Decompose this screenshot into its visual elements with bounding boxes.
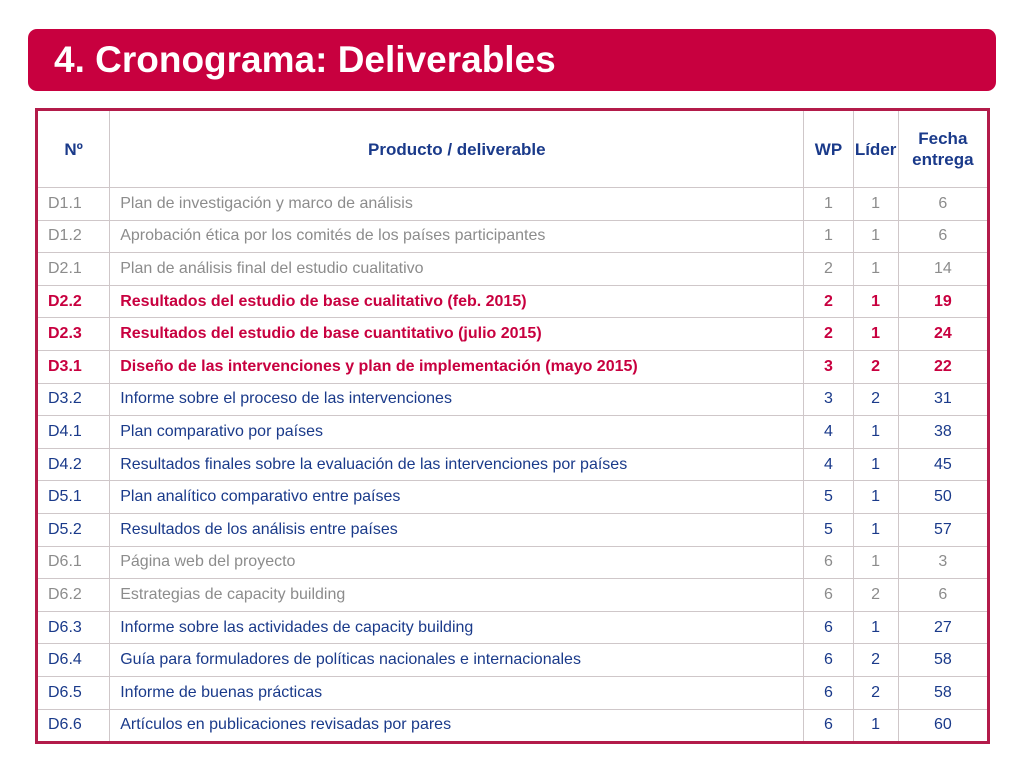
table-row (37, 253, 989, 286)
cell-product: Informe de buenas prácticas (110, 676, 804, 709)
cell-wp: 3 (804, 383, 853, 416)
table-row (37, 188, 989, 221)
table-row (37, 448, 989, 481)
cell-date: 38 (898, 416, 988, 449)
cell-wp: 6 (804, 709, 853, 743)
cell-product: Diseño de las intervenciones y plan de implementación (mayo 2015) (110, 350, 804, 383)
deliverables-table (35, 108, 990, 744)
table-row (37, 383, 989, 416)
cell-date: 60 (898, 709, 988, 743)
cell-wp: 5 (804, 513, 853, 546)
cell-product: Página web del proyecto (110, 546, 804, 579)
table-row (37, 579, 989, 612)
header-wp: WP (804, 110, 853, 188)
cell-product: Artículos en publicaciones revisadas por pares (110, 709, 804, 743)
slide-title: 4. Cronograma: Deliverables (54, 39, 556, 80)
cell-id: D6.4 (37, 644, 110, 677)
cell-wp: 4 (804, 448, 853, 481)
cell-product: Resultados finales sobre la evaluación de las intervenciones por países (110, 448, 804, 481)
cell-product: Resultados del estudio de base cualitativo (feb. 2015) (110, 285, 804, 318)
cell-id: D6.3 (37, 611, 110, 644)
cell-date: 50 (898, 481, 988, 514)
cell-product: Estrategias de capacity building (110, 579, 804, 612)
cell-leader: 1 (853, 513, 898, 546)
table-header-row (37, 110, 989, 188)
cell-leader: 2 (853, 350, 898, 383)
cell-leader: 1 (853, 416, 898, 449)
cell-wp: 6 (804, 579, 853, 612)
title-bar (28, 29, 996, 91)
cell-id: D4.1 (37, 416, 110, 449)
table-body (37, 188, 989, 743)
cell-leader: 1 (853, 709, 898, 743)
table-row (37, 676, 989, 709)
cell-date: 27 (898, 611, 988, 644)
cell-wp: 6 (804, 546, 853, 579)
cell-leader: 1 (853, 188, 898, 221)
cell-product: Informe sobre el proceso de las intervenciones (110, 383, 804, 416)
cell-leader: 2 (853, 383, 898, 416)
cell-id: D1.2 (37, 220, 110, 253)
table-row (37, 416, 989, 449)
cell-date: 6 (898, 220, 988, 253)
cell-id: D1.1 (37, 188, 110, 221)
cell-wp: 6 (804, 611, 853, 644)
cell-leader: 1 (853, 448, 898, 481)
header-leader: Líder (853, 110, 898, 188)
cell-wp: 4 (804, 416, 853, 449)
cell-date: 58 (898, 676, 988, 709)
cell-wp: 1 (804, 188, 853, 221)
cell-product: Plan comparativo por países (110, 416, 804, 449)
cell-id: D4.2 (37, 448, 110, 481)
cell-date: 31 (898, 383, 988, 416)
table-row (37, 220, 989, 253)
header-date: Fecha entrega (898, 110, 988, 188)
cell-id: D2.3 (37, 318, 110, 351)
cell-wp: 3 (804, 350, 853, 383)
cell-product: Aprobación ética por los comités de los países participantes (110, 220, 804, 253)
cell-date: 45 (898, 448, 988, 481)
cell-id: D6.6 (37, 709, 110, 743)
cell-id: D2.1 (37, 253, 110, 286)
cell-id: D5.1 (37, 481, 110, 514)
cell-date: 22 (898, 350, 988, 383)
cell-leader: 1 (853, 285, 898, 318)
cell-leader: 1 (853, 481, 898, 514)
table-row (37, 285, 989, 318)
cell-wp: 2 (804, 253, 853, 286)
cell-leader: 2 (853, 644, 898, 677)
cell-leader: 1 (853, 611, 898, 644)
cell-product: Plan analítico comparativo entre países (110, 481, 804, 514)
cell-product: Plan de investigación y marco de análisis (110, 188, 804, 221)
table-row (37, 611, 989, 644)
cell-id: D3.1 (37, 350, 110, 383)
table-row (37, 546, 989, 579)
cell-id: D5.2 (37, 513, 110, 546)
cell-wp: 1 (804, 220, 853, 253)
cell-product: Resultados de los análisis entre países (110, 513, 804, 546)
cell-product: Resultados del estudio de base cuantitativo (julio 2015) (110, 318, 804, 351)
cell-id: D3.2 (37, 383, 110, 416)
cell-leader: 1 (853, 220, 898, 253)
cell-wp: 6 (804, 644, 853, 677)
cell-id: D6.2 (37, 579, 110, 612)
table-row (37, 709, 989, 743)
cell-id: D6.5 (37, 676, 110, 709)
cell-leader: 2 (853, 579, 898, 612)
cell-date: 19 (898, 285, 988, 318)
cell-date: 6 (898, 579, 988, 612)
cell-date: 14 (898, 253, 988, 286)
cell-wp: 2 (804, 285, 853, 318)
cell-id: D2.2 (37, 285, 110, 318)
cell-id: D6.1 (37, 546, 110, 579)
cell-date: 57 (898, 513, 988, 546)
cell-date: 6 (898, 188, 988, 221)
cell-product: Informe sobre las actividades de capacity building (110, 611, 804, 644)
cell-leader: 1 (853, 318, 898, 351)
cell-product: Guía para formuladores de políticas nacionales e internacionales (110, 644, 804, 677)
cell-wp: 5 (804, 481, 853, 514)
table-row (37, 481, 989, 514)
cell-date: 24 (898, 318, 988, 351)
cell-leader: 2 (853, 676, 898, 709)
cell-leader: 1 (853, 546, 898, 579)
cell-product: Plan de análisis final del estudio cualitativo (110, 253, 804, 286)
table-row (37, 318, 989, 351)
cell-date: 3 (898, 546, 988, 579)
table-row (37, 513, 989, 546)
cell-wp: 2 (804, 318, 853, 351)
cell-leader: 1 (853, 253, 898, 286)
table-row (37, 350, 989, 383)
cell-wp: 6 (804, 676, 853, 709)
header-product: Producto / deliverable (110, 110, 804, 188)
table-row (37, 644, 989, 677)
cell-date: 58 (898, 644, 988, 677)
header-no: Nº (37, 110, 110, 188)
